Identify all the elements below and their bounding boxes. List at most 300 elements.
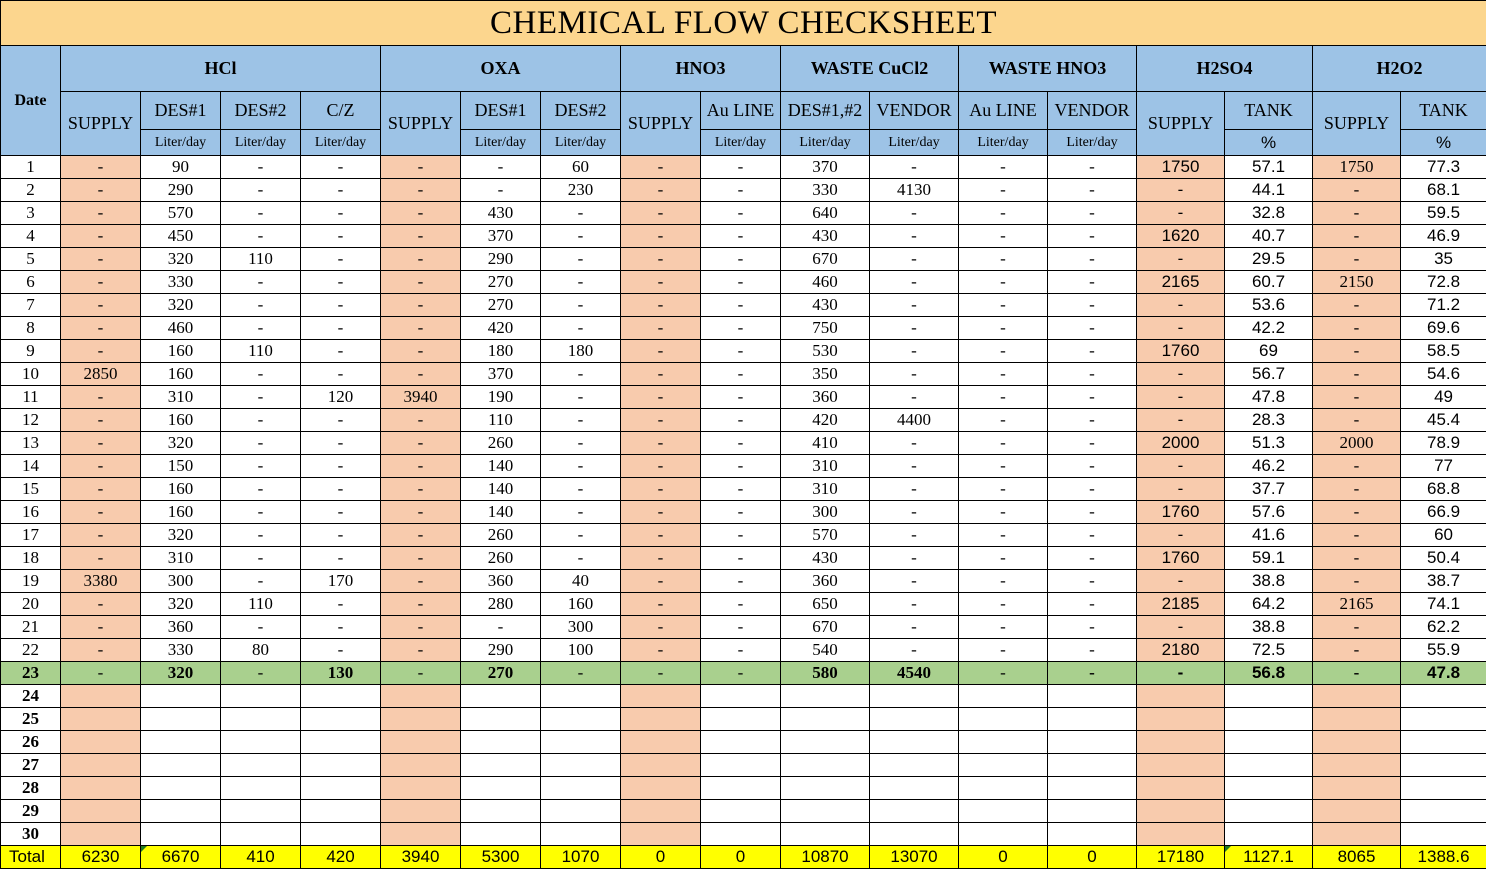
value-cell[interactable]: - xyxy=(301,639,381,662)
value-cell[interactable]: - xyxy=(701,593,781,616)
value-cell[interactable]: 60.7 xyxy=(1225,271,1313,294)
value-cell[interactable]: - xyxy=(870,363,959,386)
value-cell[interactable]: - xyxy=(701,570,781,593)
value-cell[interactable] xyxy=(1137,800,1225,823)
value-cell[interactable] xyxy=(1048,823,1137,846)
value-cell[interactable]: - xyxy=(541,225,621,248)
value-cell[interactable]: - xyxy=(959,570,1048,593)
value-cell[interactable]: 4540 xyxy=(870,662,959,685)
value-cell[interactable]: - xyxy=(381,593,461,616)
value-cell[interactable] xyxy=(701,823,781,846)
value-cell[interactable]: 260 xyxy=(461,432,541,455)
value-cell[interactable]: 140 xyxy=(461,501,541,524)
value-cell[interactable]: - xyxy=(1313,340,1401,363)
value-cell[interactable] xyxy=(621,800,701,823)
value-cell[interactable]: - xyxy=(1313,248,1401,271)
value-cell[interactable] xyxy=(61,800,141,823)
value-cell[interactable]: - xyxy=(1313,363,1401,386)
value-cell[interactable]: - xyxy=(701,524,781,547)
value-cell[interactable]: - xyxy=(381,202,461,225)
value-cell[interactable]: - xyxy=(301,478,381,501)
value-cell[interactable] xyxy=(301,708,381,731)
value-cell[interactable] xyxy=(1048,777,1137,800)
value-cell[interactable]: - xyxy=(1313,455,1401,478)
value-cell[interactable]: - xyxy=(461,156,541,179)
value-cell[interactable]: - xyxy=(870,455,959,478)
value-cell[interactable]: - xyxy=(61,616,141,639)
value-cell[interactable]: - xyxy=(221,478,301,501)
value-cell[interactable]: - xyxy=(61,455,141,478)
value-cell[interactable]: 750 xyxy=(781,317,870,340)
value-cell[interactable]: 650 xyxy=(781,593,870,616)
value-cell[interactable]: - xyxy=(621,524,701,547)
value-cell[interactable]: - xyxy=(621,386,701,409)
value-cell[interactable] xyxy=(1313,708,1401,731)
value-cell[interactable] xyxy=(301,823,381,846)
value-cell[interactable]: 2165 xyxy=(1137,271,1225,294)
value-cell[interactable] xyxy=(621,777,701,800)
value-cell[interactable] xyxy=(781,777,870,800)
value-cell[interactable]: 360 xyxy=(461,570,541,593)
value-cell[interactable]: - xyxy=(221,547,301,570)
value-cell[interactable]: - xyxy=(541,478,621,501)
value-cell[interactable]: 640 xyxy=(781,202,870,225)
value-cell[interactable]: - xyxy=(1313,547,1401,570)
value-cell[interactable]: - xyxy=(701,478,781,501)
value-cell[interactable] xyxy=(1048,708,1137,731)
value-cell[interactable]: 270 xyxy=(461,294,541,317)
value-cell[interactable]: 56.8 xyxy=(1225,662,1313,685)
value-cell[interactable]: - xyxy=(221,225,301,248)
value-cell[interactable]: 160 xyxy=(141,363,221,386)
value-cell[interactable] xyxy=(1137,731,1225,754)
value-cell[interactable]: - xyxy=(1313,317,1401,340)
value-cell[interactable]: - xyxy=(1313,570,1401,593)
value-cell[interactable] xyxy=(1048,800,1137,823)
value-cell[interactable]: - xyxy=(621,639,701,662)
value-cell[interactable]: - xyxy=(61,386,141,409)
value-cell[interactable]: 3380 xyxy=(61,570,141,593)
value-cell[interactable] xyxy=(221,731,301,754)
value-cell[interactable]: 57.1 xyxy=(1225,156,1313,179)
value-cell[interactable]: - xyxy=(959,386,1048,409)
value-cell[interactable]: - xyxy=(870,271,959,294)
value-cell[interactable]: 320 xyxy=(141,593,221,616)
value-cell[interactable]: 160 xyxy=(141,501,221,524)
value-cell[interactable]: - xyxy=(301,409,381,432)
value-cell[interactable]: - xyxy=(301,455,381,478)
value-cell[interactable] xyxy=(221,754,301,777)
value-cell[interactable]: 670 xyxy=(781,616,870,639)
value-cell[interactable]: 1760 xyxy=(1137,501,1225,524)
value-cell[interactable]: - xyxy=(621,271,701,294)
value-cell[interactable] xyxy=(141,731,221,754)
value-cell[interactable]: 430 xyxy=(781,547,870,570)
value-cell[interactable]: - xyxy=(1313,616,1401,639)
value-cell[interactable]: - xyxy=(1048,662,1137,685)
value-cell[interactable]: - xyxy=(621,409,701,432)
value-cell[interactable]: - xyxy=(221,455,301,478)
value-cell[interactable]: - xyxy=(61,593,141,616)
value-cell[interactable]: 670 xyxy=(781,248,870,271)
value-cell[interactable]: - xyxy=(301,501,381,524)
value-cell[interactable]: - xyxy=(221,432,301,455)
value-cell[interactable] xyxy=(221,685,301,708)
value-cell[interactable]: - xyxy=(61,478,141,501)
value-cell[interactable]: 540 xyxy=(781,639,870,662)
value-cell[interactable]: 42.2 xyxy=(1225,317,1313,340)
value-cell[interactable]: 2165 xyxy=(1313,593,1401,616)
value-cell[interactable]: - xyxy=(301,294,381,317)
value-cell[interactable]: - xyxy=(381,156,461,179)
value-cell[interactable]: 300 xyxy=(541,616,621,639)
value-cell[interactable]: 47.8 xyxy=(1225,386,1313,409)
value-cell[interactable] xyxy=(61,754,141,777)
value-cell[interactable]: - xyxy=(1137,386,1225,409)
value-cell[interactable]: - xyxy=(221,156,301,179)
value-cell[interactable] xyxy=(301,777,381,800)
value-cell[interactable]: 59.1 xyxy=(1225,547,1313,570)
value-cell[interactable]: - xyxy=(541,317,621,340)
value-cell[interactable]: - xyxy=(1137,179,1225,202)
value-cell[interactable]: - xyxy=(1048,202,1137,225)
value-cell[interactable]: - xyxy=(870,616,959,639)
value-cell[interactable]: 38.8 xyxy=(1225,570,1313,593)
value-cell[interactable]: - xyxy=(541,271,621,294)
value-cell[interactable] xyxy=(701,685,781,708)
value-cell[interactable]: - xyxy=(959,156,1048,179)
value-cell[interactable]: - xyxy=(221,616,301,639)
value-cell[interactable]: 40.7 xyxy=(1225,225,1313,248)
value-cell[interactable] xyxy=(781,754,870,777)
value-cell[interactable]: - xyxy=(221,363,301,386)
value-cell[interactable] xyxy=(221,800,301,823)
value-cell[interactable]: 38.8 xyxy=(1225,616,1313,639)
value-cell[interactable] xyxy=(1137,777,1225,800)
value-cell[interactable]: 49 xyxy=(1401,386,1486,409)
value-cell[interactable]: 450 xyxy=(141,225,221,248)
value-cell[interactable]: - xyxy=(381,294,461,317)
value-cell[interactable]: - xyxy=(1048,179,1137,202)
value-cell[interactable]: - xyxy=(1137,616,1225,639)
value-cell[interactable]: 2000 xyxy=(1137,432,1225,455)
value-cell[interactable]: - xyxy=(701,340,781,363)
value-cell[interactable]: 310 xyxy=(781,455,870,478)
value-cell[interactable] xyxy=(301,731,381,754)
value-cell[interactable]: - xyxy=(301,179,381,202)
value-cell[interactable]: 59.5 xyxy=(1401,202,1486,225)
value-cell[interactable]: 360 xyxy=(781,386,870,409)
value-cell[interactable]: 60 xyxy=(541,156,621,179)
value-cell[interactable]: - xyxy=(870,225,959,248)
value-cell[interactable]: 160 xyxy=(541,593,621,616)
value-cell[interactable] xyxy=(701,754,781,777)
value-cell[interactable] xyxy=(381,800,461,823)
value-cell[interactable]: 430 xyxy=(781,294,870,317)
value-cell[interactable]: - xyxy=(1048,570,1137,593)
value-cell[interactable]: - xyxy=(301,524,381,547)
value-cell[interactable]: - xyxy=(1137,248,1225,271)
value-cell[interactable]: - xyxy=(61,317,141,340)
value-cell[interactable]: - xyxy=(701,616,781,639)
value-cell[interactable]: 54.6 xyxy=(1401,363,1486,386)
value-cell[interactable] xyxy=(621,708,701,731)
value-cell[interactable]: - xyxy=(301,202,381,225)
value-cell[interactable] xyxy=(61,777,141,800)
value-cell[interactable] xyxy=(1313,800,1401,823)
value-cell[interactable]: - xyxy=(61,524,141,547)
value-cell[interactable] xyxy=(1137,823,1225,846)
value-cell[interactable]: - xyxy=(381,616,461,639)
value-cell[interactable]: - xyxy=(959,409,1048,432)
value-cell[interactable]: - xyxy=(301,248,381,271)
value-cell[interactable] xyxy=(1313,823,1401,846)
value-cell[interactable]: - xyxy=(870,639,959,662)
value-cell[interactable]: - xyxy=(301,271,381,294)
value-cell[interactable]: - xyxy=(541,409,621,432)
value-cell[interactable]: - xyxy=(621,294,701,317)
value-cell[interactable]: - xyxy=(541,524,621,547)
value-cell[interactable]: - xyxy=(381,248,461,271)
value-cell[interactable]: 290 xyxy=(461,639,541,662)
value-cell[interactable]: 330 xyxy=(781,179,870,202)
value-cell[interactable]: - xyxy=(959,294,1048,317)
value-cell[interactable] xyxy=(1401,754,1486,777)
value-cell[interactable] xyxy=(541,823,621,846)
value-cell[interactable]: - xyxy=(1048,386,1137,409)
value-cell[interactable] xyxy=(701,731,781,754)
value-cell[interactable]: 310 xyxy=(141,386,221,409)
value-cell[interactable]: - xyxy=(959,455,1048,478)
value-cell[interactable]: 110 xyxy=(221,593,301,616)
value-cell[interactable] xyxy=(141,800,221,823)
value-cell[interactable]: - xyxy=(1048,478,1137,501)
value-cell[interactable]: - xyxy=(1137,409,1225,432)
value-cell[interactable]: - xyxy=(959,340,1048,363)
value-cell[interactable]: - xyxy=(1048,294,1137,317)
value-cell[interactable]: 320 xyxy=(141,524,221,547)
value-cell[interactable] xyxy=(221,708,301,731)
value-cell[interactable] xyxy=(461,777,541,800)
value-cell[interactable]: 530 xyxy=(781,340,870,363)
value-cell[interactable]: 72.5 xyxy=(1225,639,1313,662)
value-cell[interactable]: - xyxy=(541,363,621,386)
value-cell[interactable]: 77 xyxy=(1401,455,1486,478)
value-cell[interactable] xyxy=(870,685,959,708)
value-cell[interactable] xyxy=(621,823,701,846)
value-cell[interactable]: - xyxy=(1137,294,1225,317)
value-cell[interactable] xyxy=(221,777,301,800)
value-cell[interactable]: 44.1 xyxy=(1225,179,1313,202)
value-cell[interactable] xyxy=(381,754,461,777)
value-cell[interactable]: 290 xyxy=(461,248,541,271)
value-cell[interactable]: - xyxy=(701,386,781,409)
value-cell[interactable]: - xyxy=(61,340,141,363)
value-cell[interactable] xyxy=(541,731,621,754)
value-cell[interactable]: 37.7 xyxy=(1225,478,1313,501)
value-cell[interactable] xyxy=(1048,754,1137,777)
value-cell[interactable]: - xyxy=(870,202,959,225)
value-cell[interactable]: 570 xyxy=(141,202,221,225)
value-cell[interactable]: - xyxy=(701,317,781,340)
value-cell[interactable]: 460 xyxy=(141,317,221,340)
value-cell[interactable]: - xyxy=(221,662,301,685)
value-cell[interactable]: - xyxy=(959,248,1048,271)
value-cell[interactable] xyxy=(781,708,870,731)
value-cell[interactable] xyxy=(461,800,541,823)
value-cell[interactable]: - xyxy=(870,317,959,340)
value-cell[interactable]: - xyxy=(621,547,701,570)
value-cell[interactable]: - xyxy=(621,501,701,524)
value-cell[interactable]: - xyxy=(1313,294,1401,317)
value-cell[interactable]: 90 xyxy=(141,156,221,179)
value-cell[interactable]: 420 xyxy=(781,409,870,432)
value-cell[interactable]: 580 xyxy=(781,662,870,685)
value-cell[interactable]: 430 xyxy=(781,225,870,248)
value-cell[interactable] xyxy=(959,777,1048,800)
value-cell[interactable]: - xyxy=(1048,432,1137,455)
value-cell[interactable]: 1760 xyxy=(1137,340,1225,363)
value-cell[interactable] xyxy=(701,777,781,800)
value-cell[interactable]: - xyxy=(621,570,701,593)
value-cell[interactable]: - xyxy=(621,202,701,225)
value-cell[interactable] xyxy=(461,685,541,708)
value-cell[interactable]: - xyxy=(959,524,1048,547)
value-cell[interactable]: 180 xyxy=(461,340,541,363)
value-cell[interactable] xyxy=(301,685,381,708)
value-cell[interactable]: - xyxy=(461,616,541,639)
value-cell[interactable]: - xyxy=(701,662,781,685)
value-cell[interactable]: 71.2 xyxy=(1401,294,1486,317)
value-cell[interactable] xyxy=(1225,823,1313,846)
value-cell[interactable]: - xyxy=(959,501,1048,524)
value-cell[interactable]: 270 xyxy=(461,662,541,685)
value-cell[interactable]: 78.9 xyxy=(1401,432,1486,455)
value-cell[interactable]: 230 xyxy=(541,179,621,202)
value-cell[interactable]: - xyxy=(870,593,959,616)
value-cell[interactable]: 160 xyxy=(141,409,221,432)
value-cell[interactable] xyxy=(1225,754,1313,777)
value-cell[interactable]: - xyxy=(1048,225,1137,248)
value-cell[interactable]: 51.3 xyxy=(1225,432,1313,455)
value-cell[interactable]: 62.2 xyxy=(1401,616,1486,639)
value-cell[interactable]: - xyxy=(1313,524,1401,547)
value-cell[interactable]: 72.8 xyxy=(1401,271,1486,294)
value-cell[interactable]: - xyxy=(1313,225,1401,248)
value-cell[interactable]: - xyxy=(959,202,1048,225)
value-cell[interactable]: - xyxy=(381,317,461,340)
value-cell[interactable]: - xyxy=(301,340,381,363)
value-cell[interactable]: 57.6 xyxy=(1225,501,1313,524)
value-cell[interactable] xyxy=(1313,731,1401,754)
value-cell[interactable]: - xyxy=(701,547,781,570)
value-cell[interactable]: - xyxy=(221,524,301,547)
value-cell[interactable]: - xyxy=(870,294,959,317)
value-cell[interactable]: - xyxy=(1137,662,1225,685)
value-cell[interactable]: 160 xyxy=(141,478,221,501)
value-cell[interactable]: - xyxy=(621,455,701,478)
value-cell[interactable]: 370 xyxy=(461,363,541,386)
value-cell[interactable] xyxy=(781,823,870,846)
value-cell[interactable]: - xyxy=(1313,409,1401,432)
value-cell[interactable]: - xyxy=(381,455,461,478)
value-cell[interactable]: - xyxy=(1048,501,1137,524)
value-cell[interactable]: - xyxy=(1313,639,1401,662)
value-cell[interactable]: - xyxy=(959,639,1048,662)
value-cell[interactable] xyxy=(61,685,141,708)
value-cell[interactable]: - xyxy=(701,271,781,294)
value-cell[interactable]: 130 xyxy=(301,662,381,685)
value-cell[interactable]: 190 xyxy=(461,386,541,409)
value-cell[interactable]: - xyxy=(1048,363,1137,386)
value-cell[interactable]: - xyxy=(61,248,141,271)
value-cell[interactable]: - xyxy=(381,409,461,432)
value-cell[interactable]: - xyxy=(1048,524,1137,547)
value-cell[interactable]: - xyxy=(621,317,701,340)
value-cell[interactable]: - xyxy=(1137,524,1225,547)
value-cell[interactable]: 120 xyxy=(301,386,381,409)
value-cell[interactable]: - xyxy=(621,179,701,202)
value-cell[interactable] xyxy=(381,685,461,708)
value-cell[interactable]: - xyxy=(1048,271,1137,294)
value-cell[interactable] xyxy=(870,754,959,777)
value-cell[interactable] xyxy=(870,777,959,800)
value-cell[interactable]: - xyxy=(61,409,141,432)
value-cell[interactable]: - xyxy=(381,179,461,202)
value-cell[interactable]: - xyxy=(1137,455,1225,478)
value-cell[interactable] xyxy=(1401,777,1486,800)
value-cell[interactable]: 260 xyxy=(461,547,541,570)
value-cell[interactable]: 370 xyxy=(781,156,870,179)
value-cell[interactable] xyxy=(141,777,221,800)
value-cell[interactable] xyxy=(1401,685,1486,708)
value-cell[interactable]: - xyxy=(1048,547,1137,570)
value-cell[interactable]: - xyxy=(541,294,621,317)
value-cell[interactable]: 150 xyxy=(141,455,221,478)
value-cell[interactable] xyxy=(1048,685,1137,708)
value-cell[interactable]: - xyxy=(301,616,381,639)
value-cell[interactable]: - xyxy=(541,455,621,478)
value-cell[interactable] xyxy=(870,731,959,754)
value-cell[interactable]: - xyxy=(870,524,959,547)
value-cell[interactable]: - xyxy=(541,386,621,409)
value-cell[interactable] xyxy=(1137,708,1225,731)
value-cell[interactable]: - xyxy=(1313,478,1401,501)
value-cell[interactable]: - xyxy=(959,363,1048,386)
value-cell[interactable]: - xyxy=(959,547,1048,570)
value-cell[interactable] xyxy=(461,731,541,754)
value-cell[interactable]: - xyxy=(541,547,621,570)
value-cell[interactable] xyxy=(1313,754,1401,777)
value-cell[interactable]: - xyxy=(541,501,621,524)
value-cell[interactable]: 360 xyxy=(781,570,870,593)
value-cell[interactable]: - xyxy=(1137,202,1225,225)
value-cell[interactable]: - xyxy=(301,156,381,179)
value-cell[interactable] xyxy=(141,823,221,846)
value-cell[interactable]: - xyxy=(959,662,1048,685)
value-cell[interactable]: - xyxy=(870,386,959,409)
value-cell[interactable]: 2185 xyxy=(1137,593,1225,616)
value-cell[interactable]: - xyxy=(870,478,959,501)
value-cell[interactable]: 77.3 xyxy=(1401,156,1486,179)
value-cell[interactable] xyxy=(541,708,621,731)
value-cell[interactable]: - xyxy=(381,639,461,662)
value-cell[interactable]: - xyxy=(1137,363,1225,386)
value-cell[interactable]: - xyxy=(541,432,621,455)
value-cell[interactable]: - xyxy=(701,432,781,455)
value-cell[interactable]: - xyxy=(1313,662,1401,685)
value-cell[interactable] xyxy=(781,731,870,754)
